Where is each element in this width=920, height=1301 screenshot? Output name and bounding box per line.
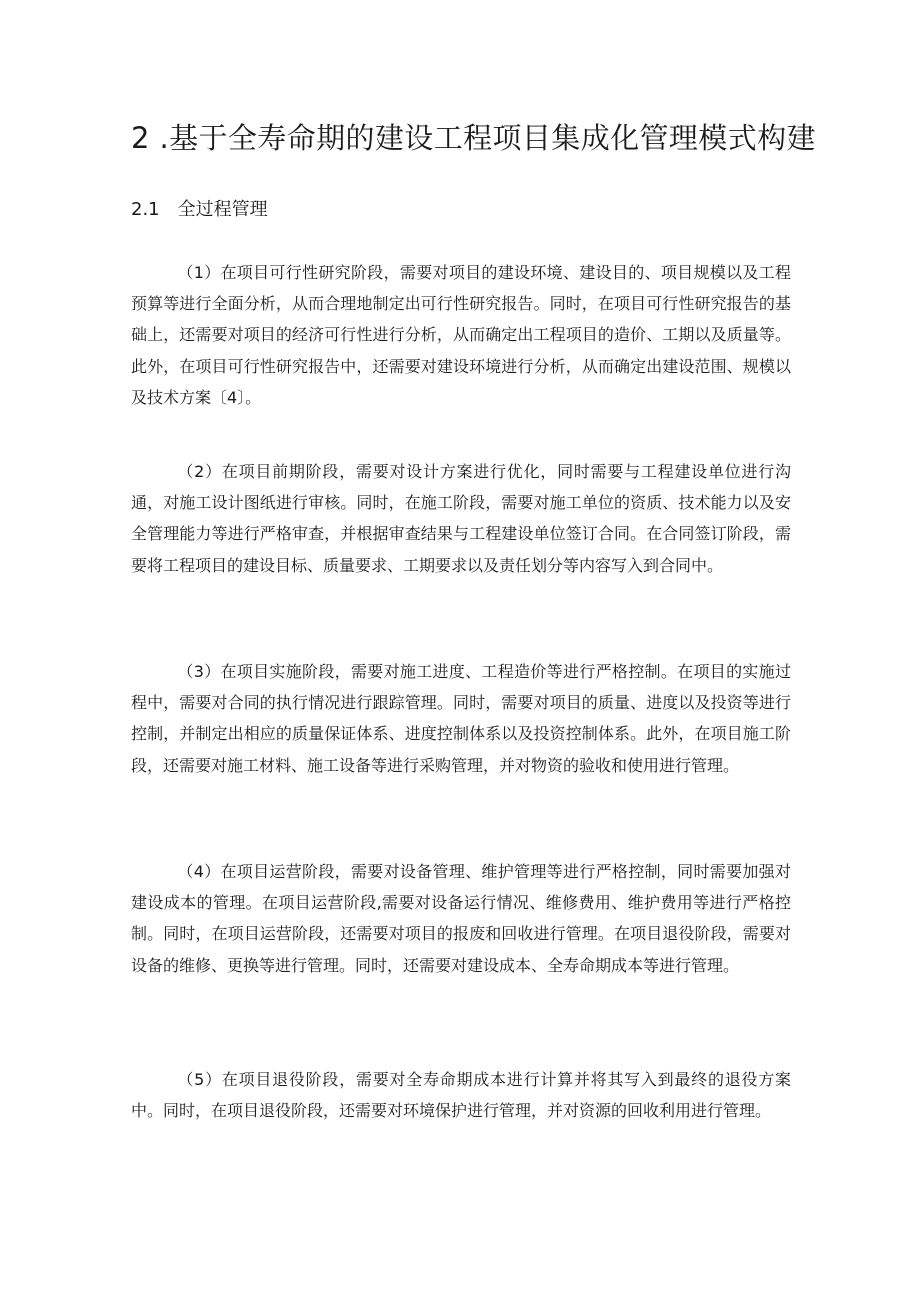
paragraph-1: （1）在项目可行性研究阶段，需要对项目的建设环境、建设目的、项目规模以及工程预算等进行全面分析，从而合理地制定出可行性研究报告。同时，在项目可行性研究报告的基础上，还需要对项目的经济可行性进行分析，从而确定出工程项目的造价、工期以及质量等。此外，在项目可行性研究报告中，还需要对建设环境进行分析，从而确定出建设范围、规模以及技术方案〔4〕。	[131, 263, 791, 407]
section-number: 2.1	[131, 199, 160, 220]
page-title: 2 .基于全寿命期的建设工程项目集成化管理模式构建	[131, 121, 816, 155]
section-title: 全过程管理	[177, 199, 268, 220]
section-heading	[131, 196, 268, 224]
paragraph-2: （2）在项目前期阶段，需要对设计方案进行优化，同时需要与工程建设单位进行沟通，对施工设计图纸进行审核。同时，在施工阶段，需要对施工单位的资质、技术能力以及安全管理能力等进行严格审查，并根据审查结果与工程建设单位签订合同。在合同签订阶段，需要将工程项目的建设目标、质量要求、工期要求以及责任划分等内容写入到合同中。	[131, 462, 791, 575]
paragraph-4: （4）在项目运营阶段，需要对设备管理、维护管理等进行严格控制，同时需要加强对建设成本的管理。在项目运营阶段,需要对设备运行情况、维修费用、维护费用等进行严格控制。同时，在项目运营阶段，还需要对项目的报废和回收进行管理。在项目退役阶段，需要对设备的维修、更换等进行管理。同时，还需要对建设成本、全寿命期成本等进行管理。	[131, 862, 791, 975]
paragraph-5: （5）在项目退役阶段，需要对全寿命期成本进行计算并将其写入到最终的退役方案中。同时，在项目退役阶段，还需要对环境保护进行管理，并对资源的回收利用进行管理。	[131, 1070, 791, 1121]
paragraph-3: （3）在项目实施阶段，需要对施工进度、工程造价等进行严格控制。在项目的实施过程中，需要对合同的执行情况进行跟踪管理。同时，需要对项目的质量、进度以及投资等进行控制，并制定出相应的质量保证体系、进度控制体系以及投资控制体系。此外，在项目施工阶段，还需要对施工材料、施工设备等进行采购管理，并对物资的验收和使用进行管理。	[131, 662, 791, 775]
